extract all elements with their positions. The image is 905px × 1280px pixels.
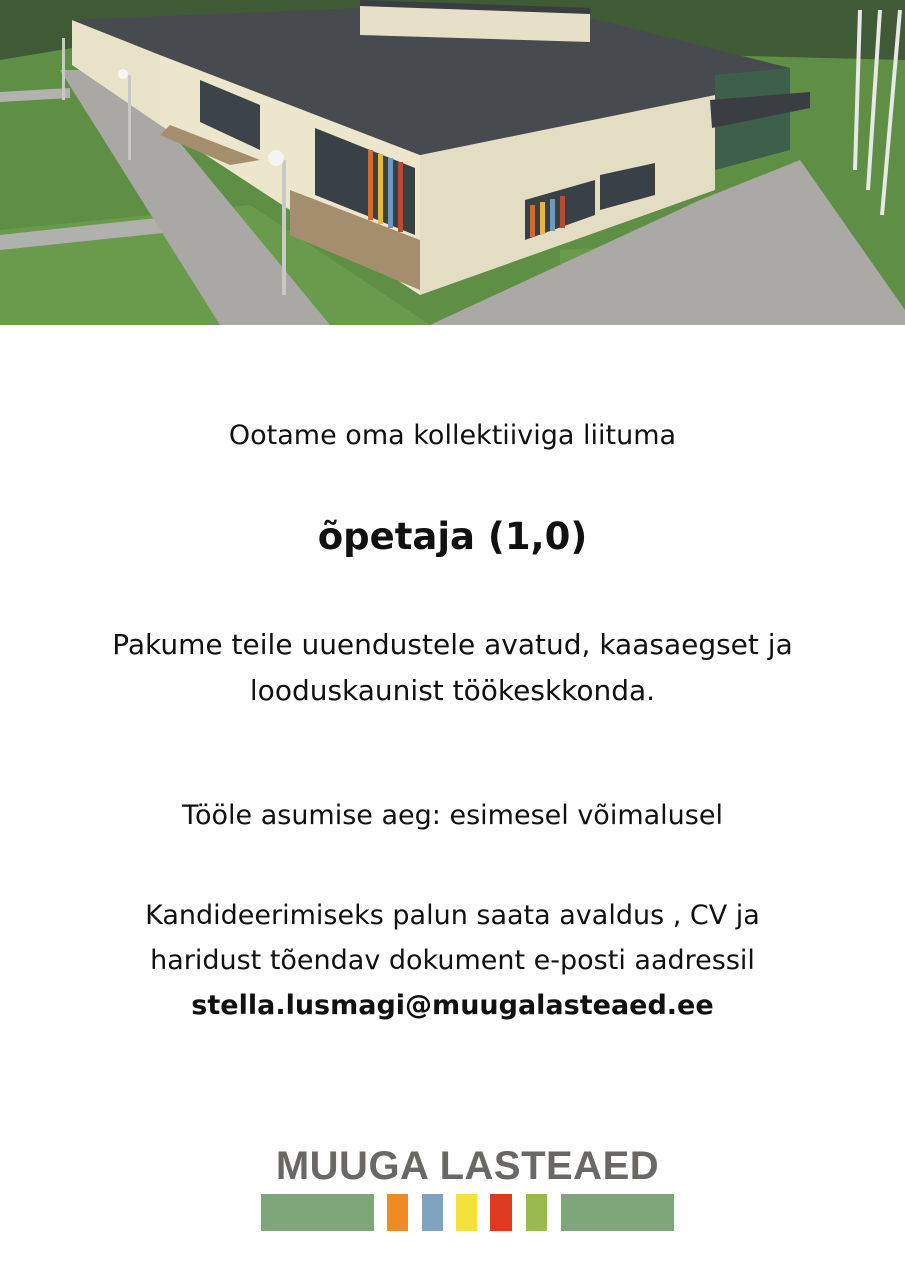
application-text	[0, 893, 905, 1028]
start-date-text: Tööle asumise aeg: esimesel võimalusel	[182, 800, 723, 831]
logo-bar-right	[561, 1194, 674, 1231]
hero-photo	[0, 0, 905, 325]
logo-bar-left	[261, 1194, 374, 1231]
intro-text: Ootame oma kollektiiviga liituma	[228, 420, 677, 451]
offer-line-1: Pakume teile uuendustele avatud, kaasaegset ja	[112, 628, 793, 661]
logo-bar-orange	[387, 1194, 408, 1231]
job-title: õpetaja (1,0)	[317, 515, 588, 558]
logo-bar-yellow	[456, 1194, 477, 1231]
offer-text	[0, 622, 905, 714]
logo-bar-blue	[422, 1194, 443, 1231]
offer-line-2: looduskaunist töökeskkonda.	[249, 674, 656, 707]
apply-line-1: Kandideerimiseks palun saata avaldus , CV ja	[145, 900, 760, 931]
apply-line-2: haridust tõendav dokument e-posti aadressil	[150, 945, 755, 976]
logo-bar-lime	[526, 1194, 547, 1231]
logo-bar-red	[490, 1194, 512, 1231]
logo-text: MUUGA LASTEAED	[275, 1144, 660, 1188]
contact-email[interactable]: stella.lusmagi@muugalasteaed.ee	[191, 990, 714, 1021]
building-illustration	[0, 0, 905, 325]
